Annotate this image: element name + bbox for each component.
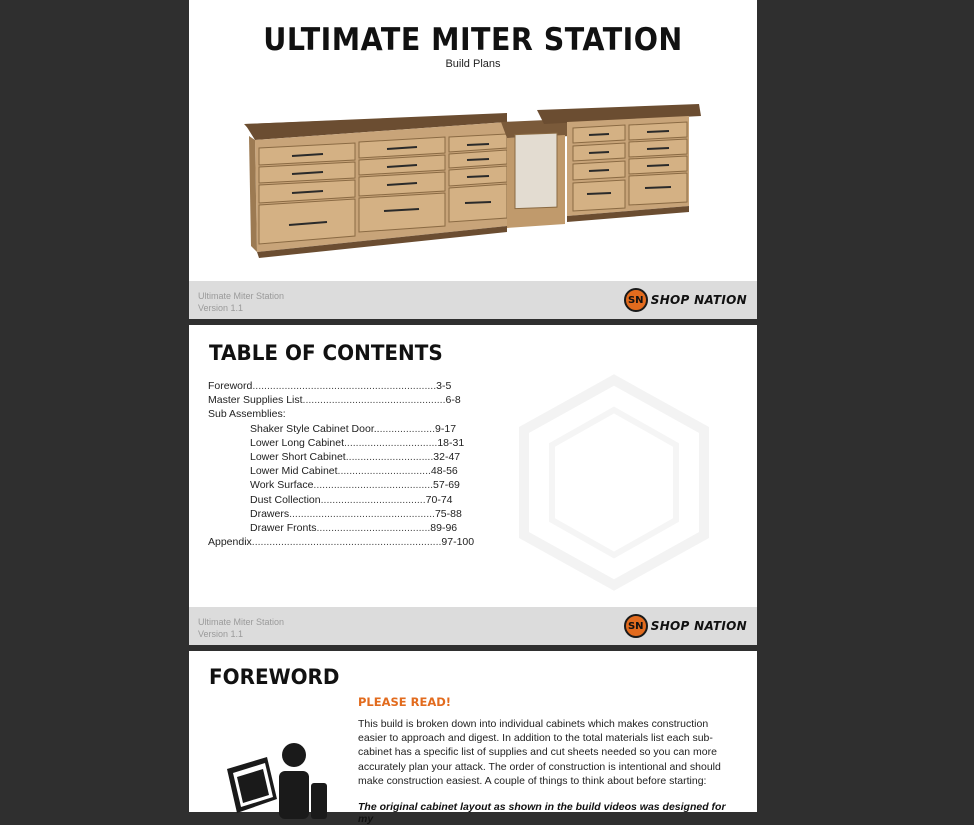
toc-entry-label: Work Surface (250, 479, 314, 492)
toc-entry[interactable] (208, 535, 474, 549)
toc-entry[interactable] (208, 478, 474, 492)
toc-entry-label: Dust Collection (250, 493, 321, 506)
reading-person-icon (219, 739, 329, 819)
toc-entry-pages: 32-47 (433, 450, 461, 463)
toc-entry-pages: 6-8 (445, 394, 461, 407)
toc-list (208, 379, 474, 549)
toc-entry-pages: 70-74 (425, 493, 453, 506)
toc-entry[interactable] (208, 407, 474, 421)
toc-entry-leader: ................................ (337, 465, 431, 478)
toc-entry-pages: 9-17 (435, 422, 457, 435)
brand-name: SHOP NATION (650, 619, 747, 633)
toc-entry-pages: 75-88 (434, 507, 462, 520)
toc-entry-pages: 97-100 (441, 536, 475, 549)
toc-entry-pages: 57-69 (433, 479, 460, 492)
toc-entry-leader: .............................. (345, 450, 434, 463)
cover-page (189, 0, 757, 319)
foreword-emphasis: The original cabinet layout as shown in the build videos was designed for my (358, 801, 726, 825)
toc-entry-label: Shaker Style Cabinet Door.. (250, 422, 380, 435)
toc-entry-label: Drawer Fronts (250, 521, 317, 534)
toc-entry-leader: ............................................................... (252, 380, 437, 392)
toc-entry-pages: 18-31 (437, 436, 465, 449)
toc-entry[interactable] (208, 436, 474, 450)
toc-entry-label: Lower Mid Cabinet (250, 465, 338, 478)
toc-entry-pages: 3-5 (436, 380, 452, 392)
document-subtitle: Build Plans (445, 58, 501, 70)
toc-entry-label: Appendix (208, 536, 252, 549)
toc-entry[interactable] (208, 379, 474, 393)
toc-page (189, 325, 757, 645)
toc-heading: TABLE OF CONTENTS (209, 341, 443, 365)
brand-mark-icon: SN (624, 614, 648, 638)
toc-entry[interactable] (208, 393, 474, 407)
footer-info (198, 616, 284, 640)
footer-doc-name: Ultimate Miter Station (198, 291, 285, 301)
toc-entry-label: Master Supplies List (208, 394, 303, 407)
toc-entry-pages: 48-56 (430, 465, 458, 478)
toc-entry[interactable] (208, 521, 474, 535)
foreword-body: This build is broken down into individual cabinets which makes construction easier to approach and digest. In addition to the total materials list each sub-cabinet has a specific list of supplies and cut sheets needed so you can more accurately plan your attack. The order of construction is intentional and should make construction easiest. A couple of things to think about before starting: (358, 718, 721, 787)
toc-entry-leader: ................... (379, 422, 436, 435)
footer-version: Version 1.1 (198, 629, 244, 639)
toc-entry-leader: .................................... (320, 493, 426, 506)
toc-entry[interactable] (208, 422, 474, 436)
miter-station-illustration (189, 0, 757, 280)
toc-entry[interactable] (208, 493, 474, 507)
toc-entry-leader: ................................................. (302, 394, 446, 407)
toc-entry-label: Drawers (250, 507, 290, 520)
foreword-page (189, 651, 757, 825)
brand-mark-icon: SN (624, 288, 648, 312)
foreword-heading: FOREWORD (209, 665, 340, 689)
brand-name: SHOP NATION (650, 293, 747, 307)
hexagon-watermark-icon (514, 375, 714, 595)
toc-entry-leader: ................................ (343, 436, 438, 449)
page-footer (189, 607, 757, 645)
toc-entry-label: Sub Assemblies: (208, 408, 286, 421)
shop-nation-logo (624, 613, 747, 639)
document-title: ULTIMATE MITER STATION (263, 22, 683, 58)
footer-doc-name: Ultimate Miter Station (198, 617, 285, 627)
shop-nation-logo (624, 287, 747, 313)
toc-entry[interactable] (208, 450, 474, 464)
toc-entry-label: Lower Short Cabinet (250, 450, 346, 463)
toc-entry-label: Lower Long Cabinet (250, 436, 344, 449)
toc-entry-leader: ......................................... (313, 479, 434, 492)
toc-entry-leader: ....................................... (316, 521, 431, 534)
page-footer (189, 281, 757, 319)
toc-entry-leader: ................................................................. (251, 536, 442, 549)
toc-entry[interactable] (208, 464, 474, 478)
toc-entry-label: Foreword (208, 380, 253, 392)
toc-entry-leader: .................................................. (289, 507, 435, 520)
please-read-callout: PLEASE READ! (358, 695, 452, 709)
footer-info (198, 290, 284, 314)
toc-entry-pages: 89-96 (430, 521, 458, 534)
footer-version: Version 1.1 (198, 303, 244, 313)
toc-entry[interactable] (208, 507, 474, 521)
